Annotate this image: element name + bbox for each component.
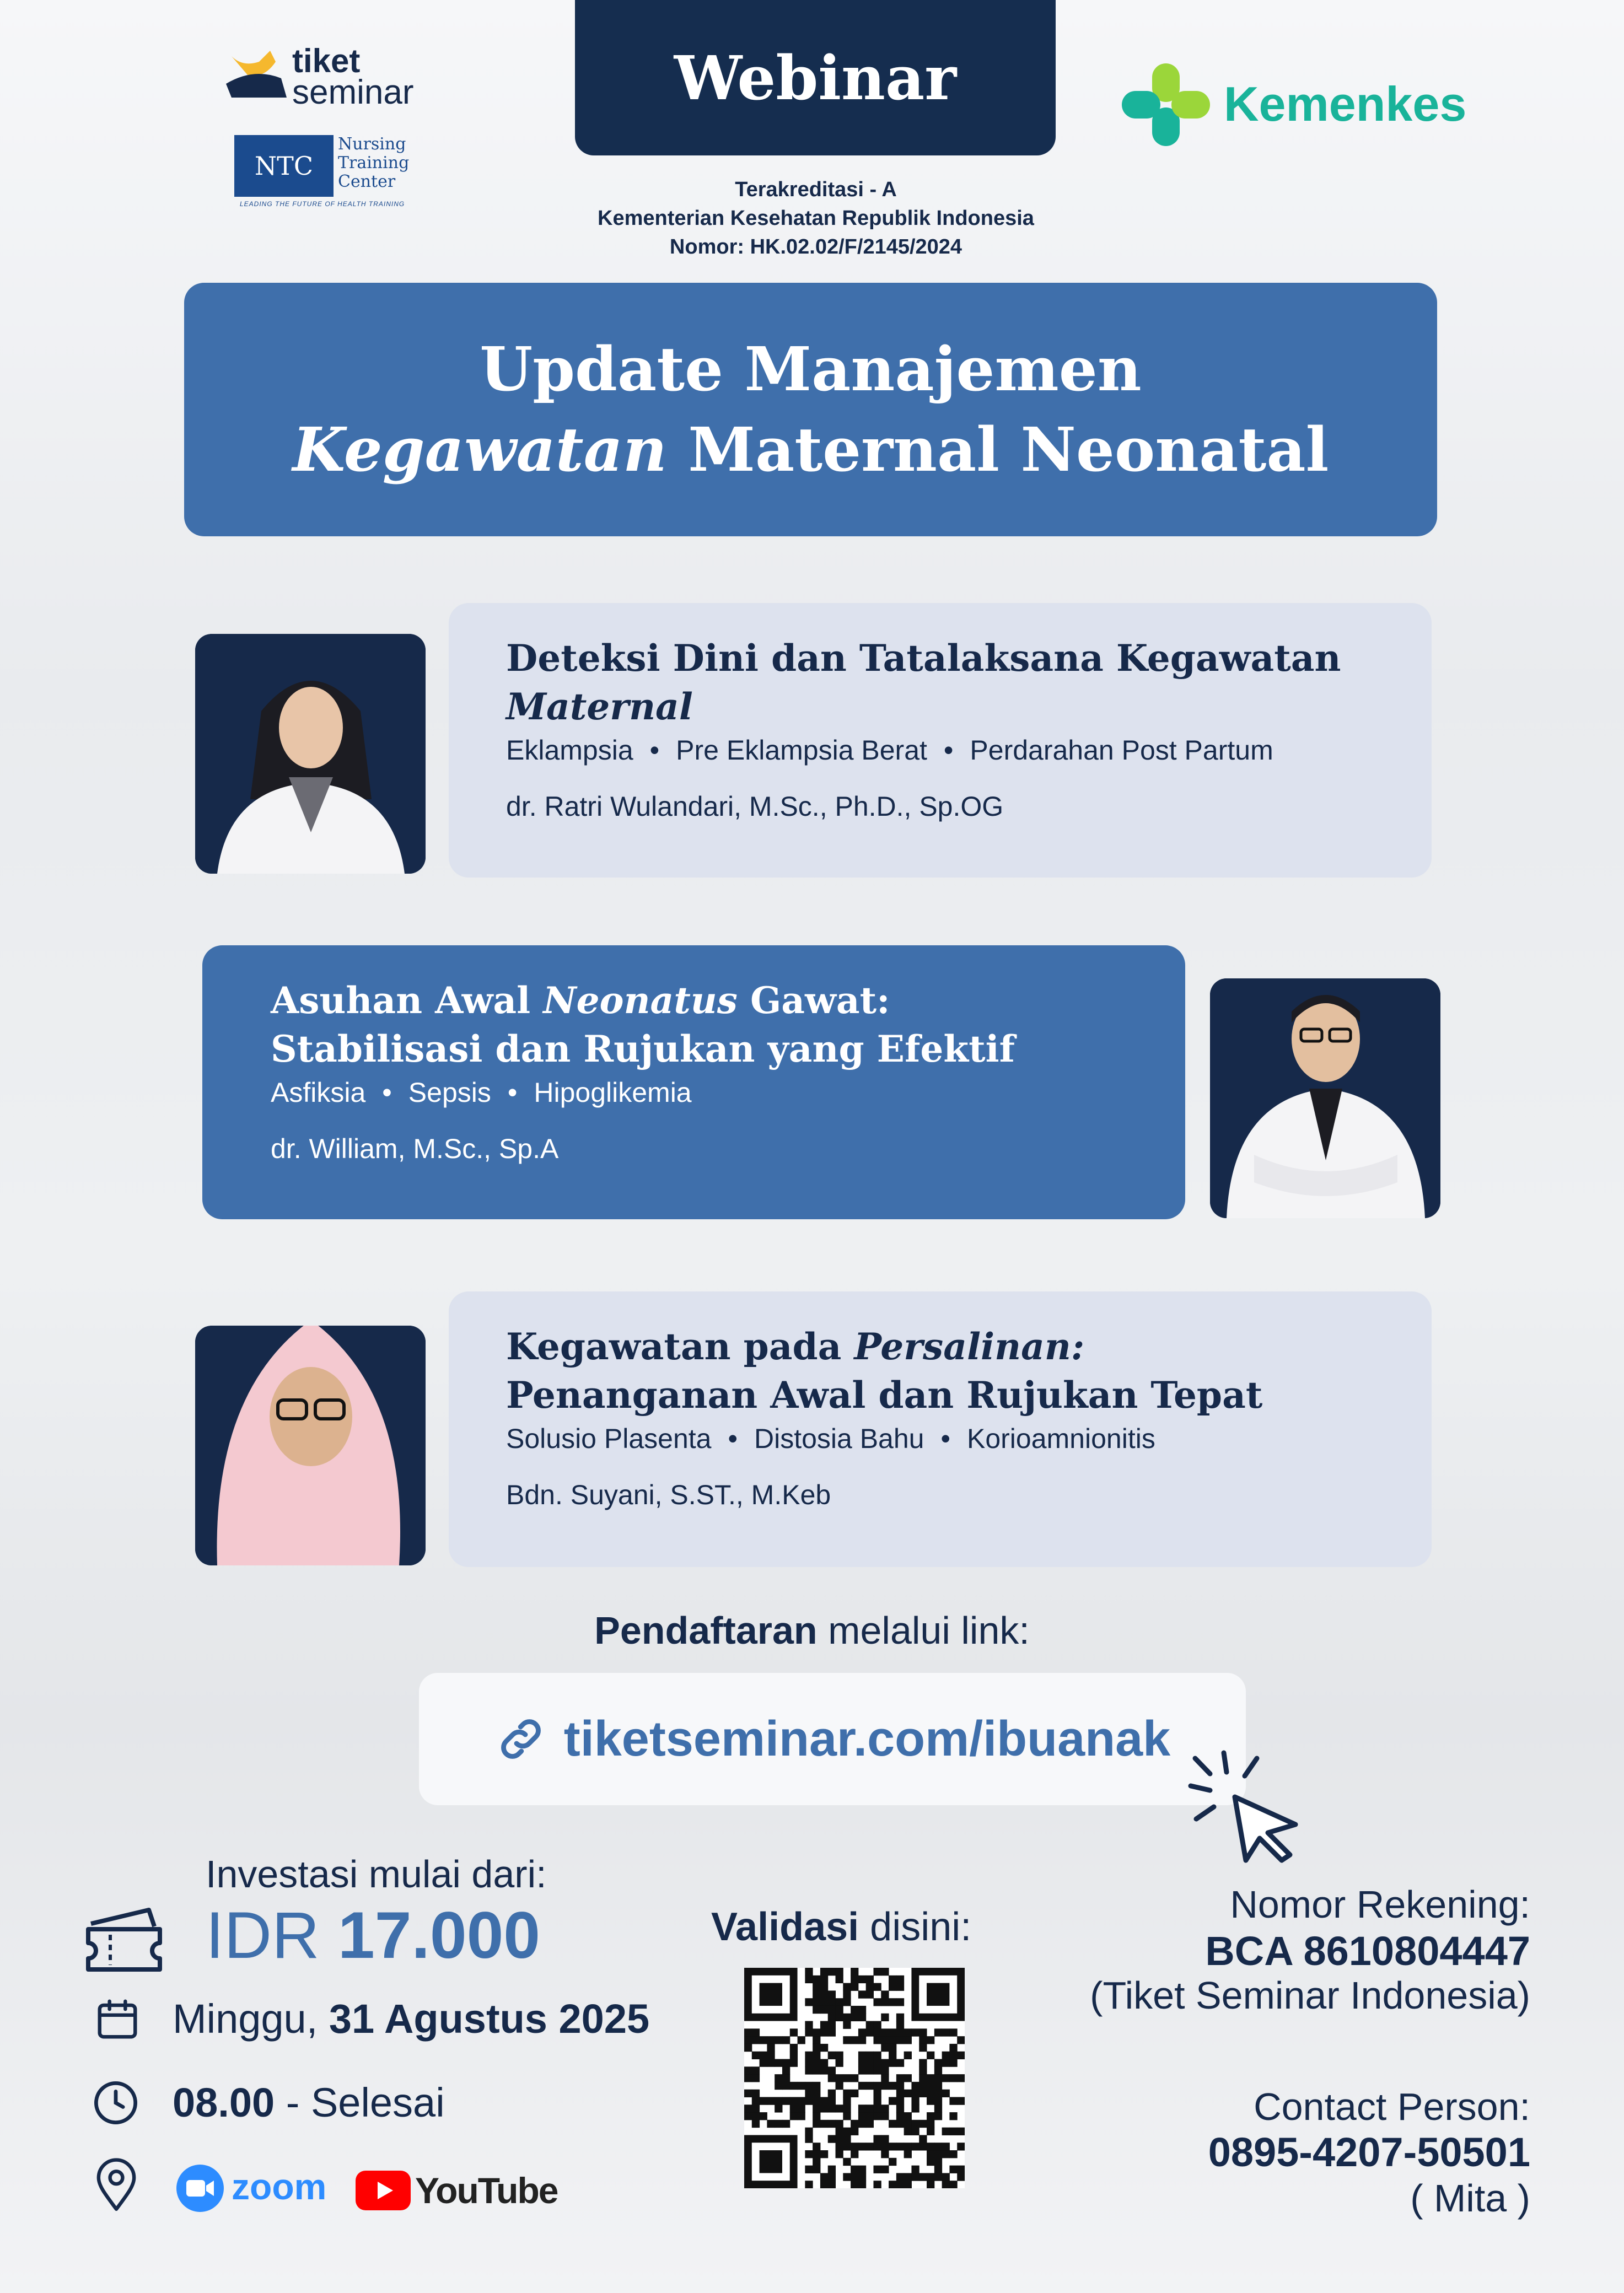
event-time: [173, 2079, 445, 2126]
webinar-label: Webinar: [674, 42, 957, 114]
session-3-title-italic: Persalinan:: [854, 1325, 1085, 1368]
session-2-topic-3: Hipoglikemia: [534, 1077, 692, 1108]
youtube-label: YouTube: [415, 2170, 558, 2211]
session-card-1: [449, 603, 1432, 878]
contact-phone: [1208, 2129, 1530, 2176]
youtube-logo: [356, 2166, 558, 2216]
account-holder: (Tiket Seminar Indonesia): [1090, 1974, 1530, 2017]
accreditation-text: [496, 175, 1136, 261]
accreditation-line3: Nomor: HK.02.02/F/2145/2024: [669, 235, 962, 259]
session-3-topic-1: Solusio Plasenta: [506, 1423, 712, 1454]
speaker-photo-2: [1210, 978, 1440, 1218]
ticket-icon: [83, 1904, 165, 1973]
clock-icon: [91, 2078, 141, 2128]
ntc-tagline: LEADING THE FUTURE OF HEALTH TRAINING: [240, 200, 405, 208]
session-2-topic-1: Asfiksia: [271, 1077, 366, 1108]
contact-name: ( Mita ): [1410, 2177, 1530, 2220]
account-number-bold: BCA 8610804447: [1205, 1928, 1530, 1974]
kemenkes-logo: [1119, 61, 1483, 149]
session-3-speaker: Bdn. Suyani, S.ST., M.Keb: [506, 1479, 831, 1510]
calendar-icon: [94, 1995, 141, 2043]
bullet-icon: •: [649, 735, 660, 766]
ntc-logo: [234, 135, 433, 207]
bullet-icon: •: [382, 1077, 392, 1108]
ntc-text: [338, 135, 409, 191]
session-1-title-italic: Maternal: [506, 685, 693, 728]
title-line2: [293, 410, 1329, 490]
speaker-3-avatar-icon: [195, 1326, 426, 1565]
session-1-topics: [506, 734, 1341, 766]
tiket-seminar-logo: [221, 42, 452, 111]
registration-label-rest: melalui link:: [817, 1609, 1030, 1652]
tiket-logo-line2: seminar: [292, 73, 414, 111]
bullet-icon: •: [943, 735, 954, 766]
session-1-topic-1: Eklampsia: [506, 735, 633, 766]
registration-label: [0, 1608, 1624, 1653]
speaker-1-avatar-icon: [195, 634, 426, 874]
session-3-topic-3: Korioamnionitis: [967, 1423, 1155, 1454]
session-2-title-post: Gawat:: [737, 979, 890, 1022]
session-3-topic-2: Distosia Bahu: [754, 1423, 924, 1454]
registration-label-bold: Pendaftaran: [594, 1609, 818, 1652]
tiket-logo-line1: tiket: [292, 42, 361, 79]
kemenkes-label: Kemenkes: [1224, 77, 1467, 131]
session-3-title-line2: Penanganan Awal dan Rujukan Tepat: [506, 1374, 1263, 1417]
event-date: [173, 1995, 649, 2042]
ntc-line3: Center: [338, 172, 396, 191]
event-time-bold: 08.00: [173, 2080, 275, 2125]
session-2-title-pre: Asuhan Awal: [271, 979, 544, 1022]
registration-link[interactable]: [419, 1673, 1246, 1805]
investment-currency: IDR: [206, 1898, 320, 1972]
bullet-icon: •: [507, 1077, 518, 1108]
accreditation-line1: Terakreditasi - A: [735, 178, 897, 201]
main-title: [184, 283, 1437, 536]
kemenkes-emblem-icon: [1119, 61, 1213, 149]
bullet-icon: •: [728, 1423, 738, 1454]
investment-label: Investasi mulai dari:: [206, 1853, 547, 1896]
session-2-topics: [271, 1076, 1015, 1108]
ntc-line1: Nursing: [338, 134, 406, 154]
session-1-topic-2: Pre Eklampsia Berat: [676, 735, 927, 766]
session-card-3: [449, 1291, 1432, 1567]
zoom-icon: [175, 2163, 225, 2213]
zoom-label: zoom: [232, 2166, 327, 2207]
registration-link-text[interactable]: tiketseminar.com/ibuanak: [563, 1711, 1171, 1767]
tiket-seminar-emblem-icon: [221, 45, 292, 106]
youtube-icon: [356, 2171, 411, 2210]
investment-price: [206, 1897, 540, 1973]
session-1-speaker: dr. Ratri Wulandari, M.Sc., Ph.D., Sp.OG: [506, 791, 1004, 822]
webinar-banner: [575, 0, 1056, 155]
cursor-click-icon: [1180, 1742, 1312, 1863]
speaker-2-avatar-icon: [1210, 978, 1440, 1218]
title-line2-italic: Kegawatan: [292, 414, 667, 485]
ntc-mark: NTC: [234, 135, 334, 197]
session-2-topic-2: Sepsis: [408, 1077, 491, 1108]
session-2-title-line1: [271, 976, 1015, 1025]
session-3-topics: [506, 1423, 1262, 1455]
accreditation-line2: Kementerian Kesehatan Republik Indonesia: [598, 207, 1034, 230]
contact-label: Contact Person:: [1254, 2085, 1530, 2128]
link-icon: [494, 1713, 547, 1765]
session-1-title-line2: [506, 682, 1341, 731]
event-day: Minggu,: [173, 1996, 329, 2042]
bullet-icon: •: [940, 1423, 950, 1454]
speaker-photo-3: [195, 1326, 426, 1565]
investment-amount: 17.000: [338, 1898, 541, 1972]
session-2-title-line2: Stabilisasi dan Rujukan yang Efektif: [271, 1027, 1015, 1070]
account-label: Nomor Rekening:: [1230, 1883, 1530, 1926]
event-date-bold: 31 Agustus 2025: [329, 1996, 650, 2042]
validation-qr-code[interactable]: [744, 1968, 965, 2188]
session-2-title-italic: Neonatus: [543, 979, 738, 1022]
session-3-title-pre: Kegawatan pada: [506, 1325, 854, 1368]
session-1-title-line1: Deteksi Dini dan Tatalaksana Kegawatan: [506, 637, 1341, 680]
zoom-logo: [175, 2163, 330, 2213]
event-time-rest: - Selesai: [275, 2080, 445, 2125]
session-3-title-line1: [506, 1322, 1262, 1371]
contact-phone-bold: 0895-4207-50501: [1208, 2129, 1530, 2175]
session-card-2: [202, 945, 1185, 1219]
account-number: [1205, 1928, 1530, 1974]
title-line1: Update Manajemen: [480, 333, 1142, 405]
title-line2-rest: Maternal Neonatal: [666, 414, 1329, 485]
location-pin-icon: [93, 2158, 140, 2213]
validation-label-rest: disini:: [859, 1905, 972, 1949]
session-2-speaker: dr. William, M.Sc., Sp.A: [271, 1133, 559, 1164]
speaker-photo-1: [195, 634, 426, 874]
validation-label: [711, 1904, 971, 1950]
session-1-topic-3: Perdarahan Post Partum: [970, 735, 1273, 766]
validation-label-bold: Validasi: [711, 1905, 859, 1949]
ntc-line2: Training: [338, 153, 410, 173]
